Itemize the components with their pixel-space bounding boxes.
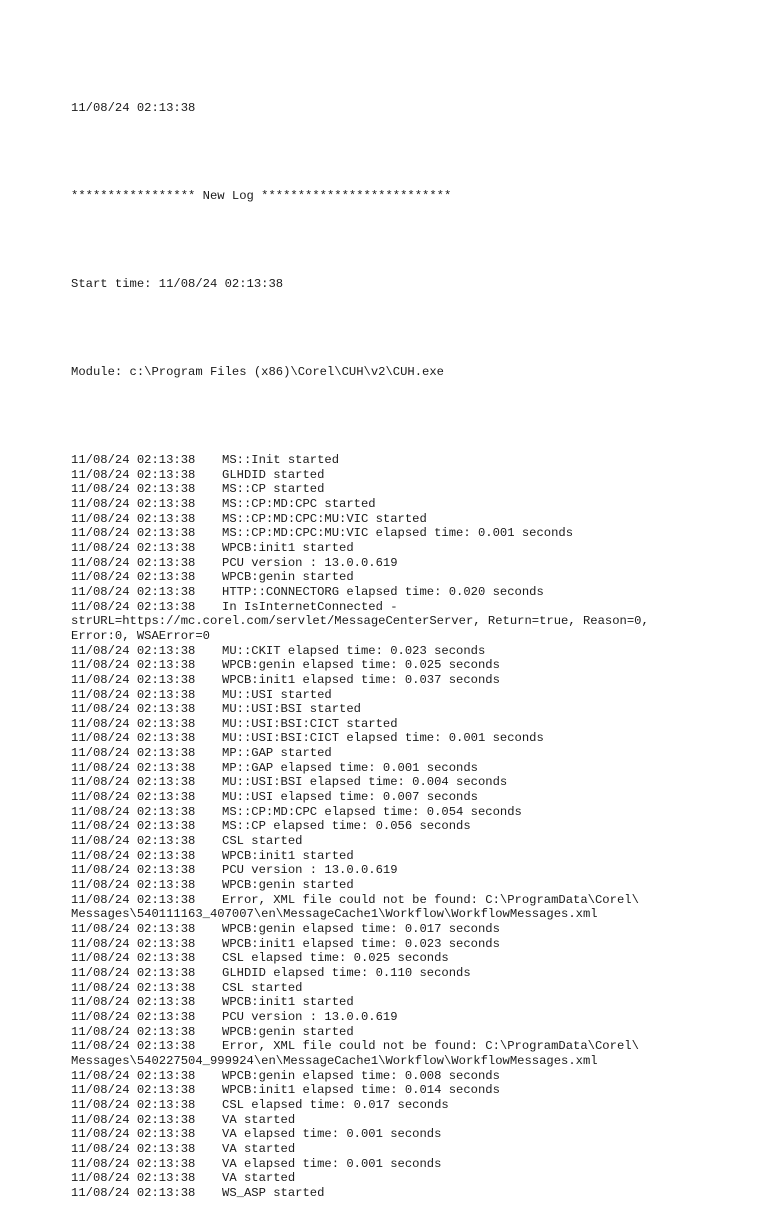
log-entry-message: MS::CP:MD:CPC elapsed time: 0.054 seconds (222, 804, 522, 819)
log-entry-message: MP::GAP started (222, 746, 332, 761)
log-entry-message: WS_ASP started (222, 1185, 325, 1200)
log-entry-timestamp: 11/08/24 02:13:38 (71, 496, 196, 511)
log-entry-timestamp: 11/08/24 02:13:38 (71, 453, 196, 467)
log-entry-message: CSL elapsed time: 0.025 seconds (222, 951, 449, 966)
log-entry (71, 966, 751, 981)
log-entry (71, 1186, 751, 1201)
log-entry-message: WPCB:genin elapsed time: 0.025 seconds (222, 658, 500, 673)
log-entry (71, 541, 751, 556)
log-entry-timestamp: 11/08/24 02:13:38 (71, 951, 196, 966)
log-entry-timestamp: 11/08/24 02:13:38 (71, 1068, 196, 1083)
log-entry (71, 1171, 751, 1186)
log-entry-timestamp: 11/08/24 02:13:38 (71, 775, 196, 790)
spacer (71, 409, 751, 424)
log-entry-timestamp: 11/08/24 02:13:38 (71, 1171, 196, 1186)
log-entry-timestamp: 11/08/24 02:13:38 (71, 1083, 196, 1098)
log-entry-timestamp: 11/08/24 02:13:38 (71, 643, 196, 658)
log-entry-timestamp: 11/08/24 02:13:38 (71, 790, 196, 805)
log-entry-message: VA started (222, 1171, 296, 1186)
log-entry (71, 1039, 751, 1054)
log-entry-timestamp: 11/08/24 02:13:38 (71, 804, 196, 819)
log-entry-message: WPCB:init1 started (222, 995, 354, 1010)
log-entry (71, 497, 751, 512)
log-entry-message: WPCB:genin started (222, 570, 354, 585)
spacer (71, 321, 751, 336)
log-entry-timestamp: 11/08/24 02:13:38 (71, 555, 196, 570)
log-entry (71, 1054, 751, 1069)
log-entry-timestamp: 11/08/24 02:13:38 (71, 482, 196, 497)
log-entry-message: MU::USI:BSI started (222, 702, 361, 717)
log-entry (71, 834, 751, 849)
log-entry (71, 981, 751, 996)
log-entry-message: PCU version : 13.0.0.619 (222, 555, 398, 570)
log-entry-timestamp: 11/08/24 02:13:38 (71, 1097, 196, 1112)
log-entry-timestamp: 11/08/24 02:13:38 (71, 1141, 196, 1156)
log-entry-timestamp: 11/08/24 02:13:38 (71, 746, 196, 761)
log-entry-message: MU::USI started (222, 687, 332, 702)
log-entry-timestamp: 11/08/24 02:13:38 (71, 540, 196, 555)
log-entry (71, 863, 751, 878)
log-entry (71, 658, 751, 673)
log-entry-timestamp: 11/08/24 02:13:38 (71, 834, 196, 849)
log-entry (71, 702, 751, 717)
log-entry (71, 819, 751, 834)
log-entry-timestamp: 11/08/24 02:13:38 (71, 878, 196, 893)
log-entry-timestamp: 11/08/24 02:13:38 (71, 702, 196, 717)
log-entry-message: MP::GAP elapsed time: 0.001 seconds (222, 760, 478, 775)
log-entry-message: MS::CP:MD:CPC:MU:VIC started (222, 511, 427, 526)
log-entry-timestamp: 11/08/24 02:13:38 (71, 1039, 196, 1054)
log-date-line: 11/08/24 02:13:38 (71, 101, 196, 116)
log-module-path: Module: c:\Program Files (x86)\Corel\CUH\v2\CUH.exe (71, 365, 444, 380)
log-entry (71, 790, 751, 805)
log-entry-message: MS::Init started (222, 453, 340, 467)
log-entry (71, 951, 751, 966)
log-entry (71, 878, 751, 893)
log-entry (71, 731, 751, 746)
log-entry-timestamp: 11/08/24 02:13:38 (71, 922, 196, 936)
log-entry-timestamp: 11/08/24 02:13:38 (71, 1185, 196, 1200)
log-entry-timestamp: 11/08/24 02:13:38 (71, 672, 196, 687)
log-entry-timestamp: 11/08/24 02:13:38 (71, 760, 196, 775)
log-entry-timestamp: 11/08/24 02:13:38 (71, 687, 196, 702)
log-entry-timestamp: 11/08/24 02:13:38 (71, 936, 196, 951)
log-entry-message: WPCB:genin started (222, 878, 354, 893)
log-entry (71, 746, 751, 761)
log-entry-timestamp: 11/08/24 02:13:38 (71, 731, 196, 746)
log-entry-message: CSL started (222, 980, 303, 995)
spacer (71, 145, 751, 160)
log-entry-message: WPCB:init1 elapsed time: 0.037 seconds (222, 672, 500, 687)
log-entry-timestamp: 11/08/24 02:13:38 (71, 848, 196, 863)
log-entry-message: PCU version : 13.0.0.619 (222, 863, 398, 878)
log-entry (71, 1069, 751, 1084)
log-entry (71, 907, 751, 922)
log-entry-message: MS::CP elapsed time: 0.056 seconds (222, 819, 471, 834)
log-entry-timestamp: 11/08/24 02:13:38 (71, 1156, 196, 1171)
log-entry-message: WPCB:init1 started (222, 540, 354, 555)
log-entry-message: MS::CP started (222, 482, 325, 497)
log-entry-message: WPCB:init1 started (222, 848, 354, 863)
log-entry-timestamp: 11/08/24 02:13:38 (71, 511, 196, 526)
log-entry (71, 1025, 751, 1040)
log-entry-message: PCU version : 13.0.0.619 (222, 1009, 398, 1024)
log-entry (71, 526, 751, 541)
log-entry-timestamp: 11/08/24 02:13:38 (71, 892, 196, 907)
log-entry-timestamp: 11/08/24 02:13:38 (71, 1112, 196, 1127)
log-entry-message: WPCB:genin elapsed time: 0.008 seconds (222, 1068, 500, 1083)
log-entry-message: VA started (222, 1141, 296, 1156)
log-entry (71, 453, 751, 468)
log-entry-message: In IsInternetConnected - (222, 599, 398, 614)
log-entry-message: Error, XML file could not be found: C:\ProgramData\Corel\ (222, 1039, 639, 1054)
log-banner: ***************** New Log ************************** (71, 189, 452, 204)
log-entry (71, 468, 751, 483)
log-entry-continuation: Messages\540111163_407007\en\MessageCache1\Workflow\WorkflowMessages.xml (71, 907, 598, 922)
log-entry (71, 1142, 751, 1157)
log-entry (71, 570, 751, 585)
log-entry (71, 600, 751, 615)
log-entry-message: WPCB:init1 elapsed time: 0.014 seconds (222, 1083, 500, 1098)
log-entry-message: Error, XML file could not be found: C:\ProgramData\Corel\ (222, 892, 639, 907)
log-entry (71, 688, 751, 703)
log-entry (71, 1113, 751, 1128)
log-entry (71, 761, 751, 776)
log-entry (71, 673, 751, 688)
log-entry (71, 922, 751, 937)
log-entry-timestamp: 11/08/24 02:13:38 (71, 965, 196, 980)
log-entry (71, 893, 751, 908)
log-entry (71, 805, 751, 820)
log-entry-timestamp: 11/08/24 02:13:38 (71, 526, 196, 541)
log-entry-timestamp: 11/08/24 02:13:38 (71, 980, 196, 995)
log-entry-timestamp: 11/08/24 02:13:38 (71, 995, 196, 1010)
log-start-time: Start time: 11/08/24 02:13:38 (71, 277, 284, 292)
log-entry (71, 482, 751, 497)
log-entry (71, 717, 751, 732)
log-entry-message: VA elapsed time: 0.001 seconds (222, 1127, 442, 1142)
log-entry (71, 937, 751, 952)
log-entry-message: HTTP::CONNECTORG elapsed time: 0.020 seconds (222, 584, 544, 599)
spacer (71, 233, 751, 248)
log-entry-message: VA started (222, 1112, 296, 1127)
log-entry-continuation: strURL=https://mc.corel.com/servlet/MessageCenterServer, Return=true, Reason=0, (71, 614, 649, 629)
log-entry-message: GLHDID started (222, 467, 325, 482)
log-entry-timestamp: 11/08/24 02:13:38 (71, 1009, 196, 1024)
log-entry (71, 1157, 751, 1172)
log-entry-timestamp: 11/08/24 02:13:38 (71, 599, 196, 614)
log-entry-message: WPCB:init1 elapsed time: 0.023 seconds (222, 936, 500, 951)
log-entry (71, 585, 751, 600)
log-entry (71, 1010, 751, 1025)
log-entry-timestamp: 11/08/24 02:13:38 (71, 584, 196, 599)
log-entry-continuation: Error:0, WSAError=0 (71, 628, 210, 643)
log-entry (71, 556, 751, 571)
log-entry-timestamp: 11/08/24 02:13:38 (71, 467, 196, 482)
log-document (71, 72, 751, 1215)
log-entry-timestamp: 11/08/24 02:13:38 (71, 1024, 196, 1039)
log-entry-message: MU::CKIT elapsed time: 0.023 seconds (222, 643, 486, 658)
log-entry-message: MU::USI:BSI elapsed time: 0.004 seconds (222, 775, 508, 790)
log-entry-timestamp: 11/08/24 02:13:38 (71, 863, 196, 878)
log-entries (71, 453, 751, 1200)
log-entry (71, 1127, 751, 1142)
log-entry-message: GLHDID elapsed time: 0.110 seconds (222, 965, 471, 980)
log-entry-message: VA elapsed time: 0.001 seconds (222, 1156, 442, 1171)
log-entry-timestamp: 11/08/24 02:13:38 (71, 1127, 196, 1142)
log-entry-message: CSL elapsed time: 0.017 seconds (222, 1097, 449, 1112)
log-entry-continuation: Messages\540227504_999924\en\MessageCache1\Workflow\WorkflowMessages.xml (71, 1053, 598, 1068)
log-entry (71, 995, 751, 1010)
log-entry (71, 849, 751, 864)
log-entry-message: CSL started (222, 834, 303, 849)
log-entry-message: MU::USI:BSI:CICT elapsed time: 0.001 seconds (222, 731, 544, 746)
log-entry-timestamp: 11/08/24 02:13:38 (71, 570, 196, 585)
log-entry (71, 614, 751, 629)
log-entry-timestamp: 11/08/24 02:13:38 (71, 658, 196, 673)
log-entry-message: WPCB:genin elapsed time: 0.017 seconds (222, 922, 500, 936)
log-entry (71, 775, 751, 790)
log-entry-timestamp: 11/08/24 02:13:38 (71, 716, 196, 731)
log-entry-message: MU::USI elapsed time: 0.007 seconds (222, 790, 478, 805)
log-entry-message: MU::USI:BSI:CICT started (222, 716, 398, 731)
log-entry (71, 1083, 751, 1098)
log-entry (71, 629, 751, 644)
log-entry-timestamp: 11/08/24 02:13:38 (71, 819, 196, 834)
log-entry (71, 644, 751, 659)
log-entry (71, 512, 751, 527)
log-entry-message: MS::CP:MD:CPC started (222, 496, 376, 511)
log-entry-message: MS::CP:MD:CPC:MU:VIC elapsed time: 0.001 seconds (222, 526, 574, 541)
log-entry (71, 1098, 751, 1113)
log-entry-message: WPCB:genin started (222, 1024, 354, 1039)
